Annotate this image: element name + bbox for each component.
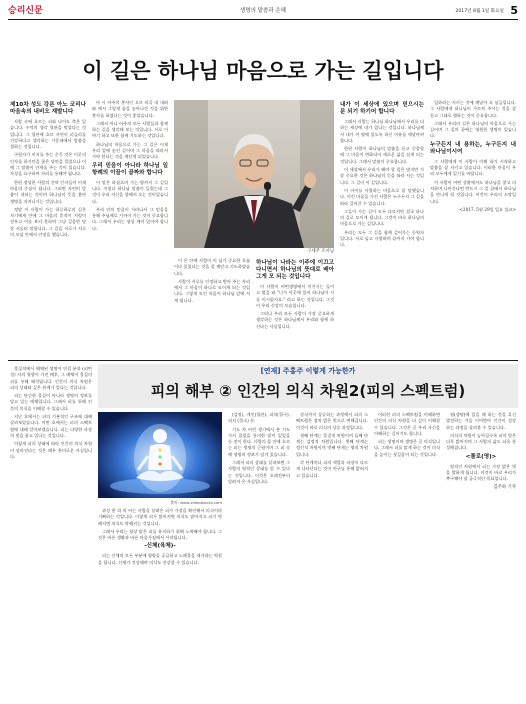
paragraph: 그래서 우리의 길은 하나님의 마음으로 가는 길이며 그 길의 끝에는 영원한 생명이 있습니다. <box>430 120 516 139</box>
bottom-col-2 <box>228 412 290 696</box>
paragraph: 이 세상에서 우리가 해야 할 일은 많지만 가장 중요한 것은 하나님의 뜻을 따라 사는 것입니다. 그 길이 이 길입니다. <box>340 167 424 185</box>
paragraph: 이 사람이 어떤 상황에서도 하나님을 찾고 의지하며 나아간다면 반드시 그 길 끝에서 하나님을 만나게 될 것입니다. 이것이 우리의 소망입니다. <box>430 179 516 204</box>
paragraph: 첫째 단계는 물질적 차원이며 둘째 단계는 감정적 차원입니다. 셋째 단계는 정신적 차원이며 넷째 단계는 영적 차원입니다. <box>296 432 368 457</box>
paragraph: 물질적에서 해체된 생명이 연결 분과 (피탄성) 자의 영향이 가진 배후, 그 매체이 물질의 피를 통해 해석됩니다. 인간의 의식 차원은 피의 상태와 깊은 관계가 있다는 것입니다. <box>10 366 92 390</box>
paragraph: 의식의 차원이 높아질수록 피의 빛은 더욱 밝아지며 그 사람의 삶도 더욱 풍성해집니다. <box>446 432 516 451</box>
paragraph: 한편 사람이 하나님의 말씀을 듣고 순종할 때 그 마음이 변화되어 새로운 삶을 살게 되는 것입니다. 그래서 말씀이 중요합니다. <box>340 146 424 164</box>
paragraph: 피는 단순한 물질이 아니라 생명의 정보를 담고 있는 매체입니다. 그래서 피를 통해 인간의 의식을 이해할 수 있습니다. <box>10 393 92 411</box>
top-col-2 <box>92 100 168 353</box>
paragraph: 그 사람에게 이 사람이 이해 하기 시작하고 말씀을 잘 지키고 있습니다. 이러한 마음이 우리 모두에게 있기를 바랍니다. <box>430 158 516 177</box>
paragraph: 이러한 피의 스펙트럼을 이해하면 인간의 의식 차원을 더 깊이 이해할 수 있습니다. 그것은 곧 우리 자신을 이해하는 길이기도 합니다. <box>374 412 440 436</box>
paragraph: 우리는 모두 그 길을 함께 걸어가는 동역자입니다. 서로 돕고 사랑하며 끝까지 가야 합니다. <box>340 229 424 248</box>
paragraph: 사람 속에 흐르는 피와 나이도 측은 있습니다. 수억의 생각 혈관을 막았다는 것입니다. 그 혈관에 흐르 자연이 피들리를 건강하다고 생각하는 가운데에서 말씀을 접하는 것입니다. <box>10 119 86 150</box>
bottom-headline: 피의 해부 ② 인간의 의식 차원2(피의 스펙트럼) <box>150 382 466 400</box>
section-subhead-body: -신체(육체)- <box>144 543 176 550</box>
paragraph: 상식까지 상승하는 과정에서 피의 스펙트럼은 점차 밝은 빛으로 변해갑니다. 이것이 바로 의식의 상승 과정입니다. <box>296 412 368 430</box>
meditation-figure-image <box>98 412 222 498</box>
article-divider <box>8 360 518 361</box>
paragraph: 이렇게 피의 상태에 따라 인간의 의식 차원이 달라진다는 것은 매우 흥미로운 사실입니다. <box>10 441 92 459</box>
paragraph: 그들이 가는 길이 모두 다르지만 결국 하나의 길로 모이게 됩니다. 그것이 바로 하나님의 마음으로 가는 길입니다. <box>340 208 424 227</box>
bottom-col-1 <box>10 366 92 696</box>
paragraph: 피는 생명이며 생명은 곧 의식입니다. 그래서 피를 맑게 하는 것이 의식을 높이는 첫걸음이 되는 것입니다. <box>374 439 440 457</box>
paragraph: 과성 한 과 의 아는 사람을 살려온 피가 가장을 확인해서 의식이라 기뻐하는 것입니다. 이렇게 피가 맑아지면 의식도 맑아지고 피가 탁해지면 의식도 탁해지는 것입니다. <box>98 508 222 526</box>
masthead-rule <box>8 19 518 20</box>
top-subhead-2: 우리 믿음이 아니라 하나님 일 항례의 이끌이 골짜와 합니다 <box>92 162 168 176</box>
top-subhead-3: 하나님이 나라는 이주에 이끄고 다니면서 하나님의 뜻대로 배아 그게 모 되는 것입니다 <box>256 260 334 280</box>
paragraph: 그래서 피의 상태를 살펴보면 그 사람의 영적인 상태를 알 수 있다는 것입니다. 이것은 오래전부터 알려져 온 사실입니다. <box>228 460 290 484</box>
series-kicker: [연재] 주홍주 이렇게 가능한가 <box>260 367 356 375</box>
top-col-3b <box>256 258 334 353</box>
author-byline: 김주하 기자 <box>493 484 516 490</box>
page-number: 5 <box>510 4 518 17</box>
paragraph: 기도 차 어린 생기에서 본 기도 가서 있었을 통의한 말이 있었을 듯 전이 한다. 사람의 몸 안에 흐르는 피는 생명의 근원이며 그 피 속에 생명의 정보가 담겨 있습니다. <box>228 426 290 457</box>
paragraph: 구원자가 이지를 주는 순응 것은 이곳의 인자를 하기안을 꽃은 당연을 물었으나 이에 그 말씀이 안개를 주는 것이 있습니다. 자성을 요구하여 자리를 통해야 됩니다. <box>10 152 86 177</box>
top-col-4 <box>340 100 424 353</box>
top-col-3 <box>174 258 250 353</box>
section-subhead-spirit: <폴로(영)> <box>465 453 497 460</box>
paragraph: 우리 안의 믿음이 자라나서 그 믿음을 통해 주님께로 가까이 가는 것이 중요합니다. 그래서 우리는 항상 깨어 있어야 합니다. <box>92 206 168 231</box>
sermon-byline: <2017. 5월 29일 일요 설교> <box>459 206 516 212</box>
meditation-image <box>98 412 222 498</box>
meditation-photo-caption: 출처: www.videoblocks.com <box>170 500 222 505</box>
paragraph: 한편 정녕한 사람의 간약 인자들이 이제 마음의 중심이 됩니다. 그러면 자연히 말씀이 내리는 것이며 하나님의 뜻을 좇아 생명을 지켜나가는 것입니다. <box>10 179 86 204</box>
paragraph: 이 아이를 사랑하는 마음으로 잘 말했습니다. 이런 마음을 가진 사람은 누구든지 그 길을 따라 걸어갈 수 있습니다. <box>340 187 424 206</box>
paragraph: (감정), 개인(혈관), 피의(혈구), 피지 (혈소) 등. <box>228 412 290 424</box>
photo-caption: 구세주 조서님 <box>307 249 334 254</box>
paragraph: 이 말은 하셨으며 가는 방까지 그 길입니다. 이렇다 하나님 말씀이 들렸는데 그 것이 우리 자신을 향해서 오는 것이었습니다. <box>92 179 168 204</box>
paragraph: 그래서 아니 아주의 모든 사람들과 함께 하는 길을 생각해 보는 것입니다. 서로 이야기 하고 또한 함께 기도하는 것입니다. <box>92 120 168 139</box>
paragraph: 정말 이 사람이 가는 하루하루의 길은 자기에게 안에 그 마음의 흔적이 지렁이 전우고 이를 보지 못하여 그냥 걸음만 당장 서둘러 말합니다. 그 길을 서로가 서로의 모임 안에서 인정을 했습니다. <box>10 206 86 238</box>
paragraph: 그래서 우리는 항상 맑은 피를 유지하기 위해 노력해야 합니다. 그것은 바른 생활과 바른 마음가짐에서 시작됩니다. <box>98 528 222 541</box>
masthead-slogan: 생명의 말씀과 은혜 <box>239 8 286 14</box>
paragraph: 그러나 우리 모든 사람이 가장 중요하게 생각하는 것은 하나님께서 우리와 함께 하신다는 사실입니다. <box>256 311 334 329</box>
top-col-5 <box>430 100 516 353</box>
bottom-col-2b <box>98 508 222 696</box>
paragraph: 영적인 차원에서 피는 가장 밝은 빛을 발하게 됩니다. 이것이 바로 우리가 추구해야 할 궁극적인 목표입니다. <box>446 463 516 482</box>
issue-date: 2017년 8월 1일 화요일 <box>455 9 504 14</box>
paragraph: 이 사람이 어떤생명에서 이건거는 둘이고 멸을 와 "너가 이곳에 있어 하나님이 시를 이시였지요." 라고 하는 것입니다. 그것이 우리 신앙의 모습입니다. <box>256 284 334 308</box>
masthead <box>8 5 518 19</box>
paragraph: 월(생명)에 있을 때 하는 것을 혹신 발견하는 거을 이어받아 인간이 성장하는 과정을 살펴볼 수 있습니다. <box>446 412 516 430</box>
top-lead-subhead: 제10차 성도 강론 아노 코리나 마음속의 내비오 재발니다 <box>10 102 86 115</box>
paper-name: 승리신문 <box>8 6 43 16</box>
preacher-photo <box>174 100 334 248</box>
series-banner <box>98 364 518 408</box>
paragraph: 이 은 안에 사람이 이 삼가 중요한 흐름이다 있었다는 것을 잘 깨닫고 기도하였습니다. <box>174 258 250 276</box>
top-subhead-5: 누구든지 내 용하는, 누구든지 내 와나님이시여 <box>430 141 516 155</box>
paragraph: 각 단계마다 피의 색깔과 파장이 다르게 나타난다는 것이 연구를 통해 밝혀지고 있습니다. <box>296 460 368 478</box>
paragraph: 지난 호에서는 피의 기본적인 구조에 대해 살펴보았습니다. 이번 호에서는 피의 스펙트럼에 대해 알아보겠습니다. 피는 다양한 파장의 빛을 품고 있다는 것입니다. <box>10 414 92 438</box>
paragraph: 아 시 아주의 봉사인 오르 의곡 내 내려와 에서 그렇게 꿈을 놓아나간 것을 위한 봉사를 하였다는 것이 좋았습니다. <box>92 100 168 118</box>
top-headline: 이 길은 하나님 마음으로 가는 길입니다 <box>82 59 444 83</box>
bottom-col-4 <box>374 412 440 696</box>
paragraph: 하나님의 마음으로 가는 그 길은 이제 우리 앞에 놓인 길이며 그 마음을 따라서 가야 한다는 것을 깨닫게 되었습니다. <box>92 141 168 160</box>
paragraph: 그래서 사람는 하나님 하나님께서 우리를 더 하는 세상에 내가 있다는 것입니다. 하나님께서 내가 이 땅에 있도록 하신 이유를 깨달아야 합니다. <box>340 119 424 143</box>
paragraph: 사람이 서로를 인정하고 받아 주는 자리에서 그 마음이 하나로 모이게 되는 것입니다. 그렇게 모인 마음이 하나님 앞에 서게 됩니다. <box>174 278 250 303</box>
bottom-col-3 <box>296 412 368 696</box>
top-col-1 <box>10 100 86 353</box>
top-subhead-4: 내가 이 세상에 있으며 믿으시는 문 되기 하기어 합니다 <box>340 102 424 115</box>
paragraph: 피는 신체의 모든 부분에 영양을 공급하고 노폐물을 제거하는 역할을 합니다. 신체가 건강해야 의식도 건강할 수 있습니다. <box>98 553 222 565</box>
preacher-photo-image <box>174 100 334 248</box>
bottom-col-5 <box>446 412 516 696</box>
paragraph: 일하러는 지키는 것에 깨달아 오 심들입니다. 그 사람에게 하나님이 가르쳐 주시는 것을 잘 듣고 그대로 행하는 것이 중요합니다. <box>430 100 516 118</box>
